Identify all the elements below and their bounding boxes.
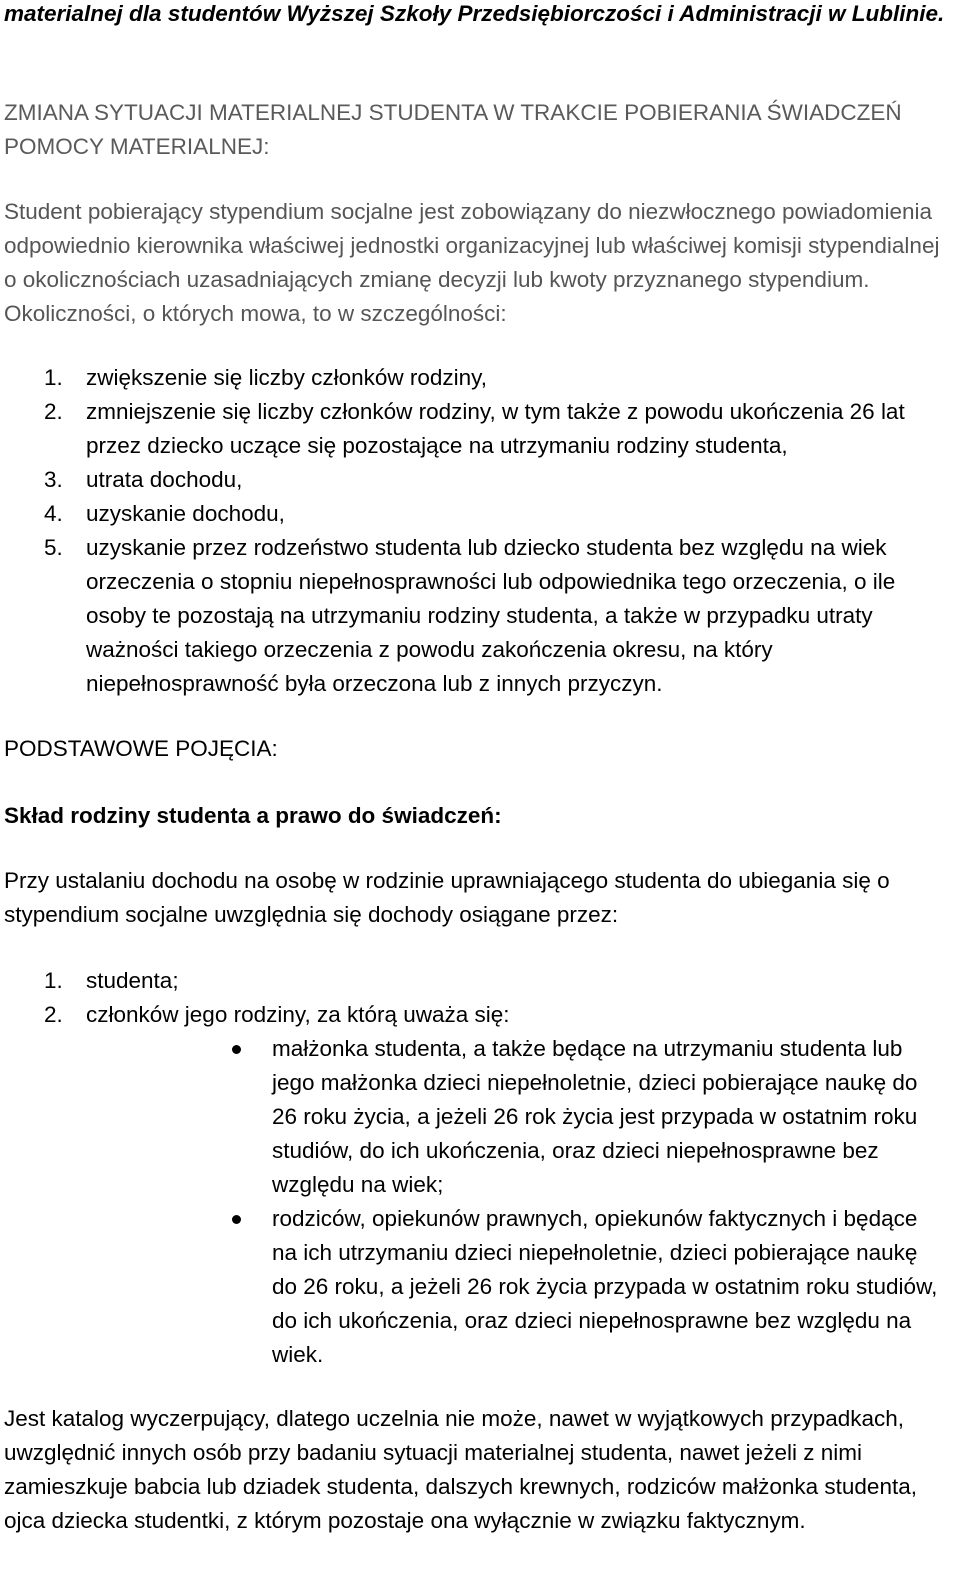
bullet-item (4, 1202, 956, 1372)
list-item-number: 3. (44, 467, 63, 492)
list-item (4, 395, 956, 463)
basics-heading: PODSTAWOWE POJĘCIA: (4, 736, 278, 761)
list-item-text: utrata dochodu, (86, 467, 243, 492)
list-item-number: 1. (44, 968, 63, 993)
list-item-number: 4. (44, 501, 63, 526)
intro-text: materialnej dla studentów Wyższej Szkoły Przedsiębiorczości i Administracji w Lublinie. (4, 1, 945, 26)
list-item (4, 998, 956, 1032)
list-item-number: 2. (44, 399, 63, 424)
list-item-text: uzyskanie przez rodzeństwo studenta lub dziecko studenta bez względu na wiek orzeczenia o stopniu niepełnosprawności lub odpowiednika tego orzeczenia, o ile osoby te pozostają na utrzymaniu rodziny studenta, a także w przypadku utraty ważności takiego orzeczenia z powodu zakończenia okresu, na który niepełnosprawność była orzeczona lub z innych przyczyn. (86, 535, 896, 696)
family-members-bullets (4, 1032, 956, 1372)
list-item-text: zwiększenie się liczby członków rodziny, (86, 365, 487, 390)
bullet-text: rodziców, opiekunów prawnych, opiekunów faktycznych i będące na ich utrzymaniu dzieci niepełnoletnie, dzieci pobierające naukę do 26 roku, a jeżeli 26 rok życia przypada w ostatnim roku studiów, do ich ukończenia, oraz dzieci niepełnosprawne bez względu na wiek. (272, 1206, 938, 1367)
list-item (4, 497, 956, 531)
list-item-number: 5. (44, 535, 63, 560)
list-item-number: 2. (44, 1002, 63, 1027)
basics-subheading: Skład rodziny studenta a prawo do świadczeń: (4, 803, 502, 828)
closing-block (4, 1402, 956, 1538)
bullet-text: małżonka studenta, a także będące na utrzymaniu studenta lub jego małżonka dzieci niepełnoletnie, dzieci pobierające naukę do 26 roku życia, a jeżeli 26 rok życia jest przypada w ostatnim roku studiów, do ich ukończenia, oraz dzieci niepełnosprawne bez względu na wiek; (272, 1036, 918, 1197)
bullet-icon (232, 1045, 241, 1054)
list-item-text: uzyskanie dochodu, (86, 501, 285, 526)
list-item (4, 463, 956, 497)
change-section-paragraph: Student pobierający stypendium socjalne jest zobowiązany do niezwłocznego powiadomienia odpowiednio kierownika właściwej jednostki organizacyjnej lub właściwej komisji stypendialnej o okolicznościach uzasadniających zmianę decyzji lub kwoty przyznanego stypendium. Okoliczności, o których mowa, to w szczególności: (4, 199, 940, 326)
list-item-number: 1. (44, 365, 63, 390)
basics-paragraph: Przy ustalaniu dochodu na osobę w rodzinie uprawniającego studenta do ubiegania się o stypendium socjalne uwzględnia się dochody osiągane przez: (4, 868, 890, 927)
bullet-item (4, 1032, 956, 1202)
basics-list (4, 964, 956, 1032)
closing-paragraph: Jest katalog wyczerpujący, dlatego uczelnia nie może, nawet w wyjątkowych przypadkach, uwzględnić innych osób przy badaniu sytuacji materialnej studenta, nawet jeżeli z nimi zamieszkuje babcia lub dziadek studenta, dalszych krewnych, rodziców małżonka studenta, ojca dziecka studentki, z którym pozostaje ona wyłącznie w związku faktycznym. (4, 1406, 917, 1533)
change-section-heading: ZMIANA SYTUACJI MATERIALNEJ STUDENTA W TRAKCIE POBIERANIA ŚWIADCZEŃ POMOCY MATERIALNEJ: (4, 100, 902, 159)
basics-paragraph-block (4, 864, 956, 932)
list-item (4, 361, 956, 395)
basics-subheading-block (4, 799, 956, 833)
list-item-text: zmniejszenie się liczby członków rodziny, w tym także z powodu ukończenia 26 lat przez dziecko uczące się pozostające na utrzymaniu rodziny studenta, (86, 399, 905, 458)
list-item (4, 531, 956, 701)
change-section-list (4, 361, 956, 701)
list-item-text: członków jego rodziny, za którą uważa się: (86, 1002, 510, 1027)
list-item-text: studenta; (86, 968, 179, 993)
basics-section (4, 732, 956, 766)
bullet-icon (232, 1215, 241, 1224)
list-item (4, 964, 956, 998)
change-section-body (4, 195, 956, 331)
